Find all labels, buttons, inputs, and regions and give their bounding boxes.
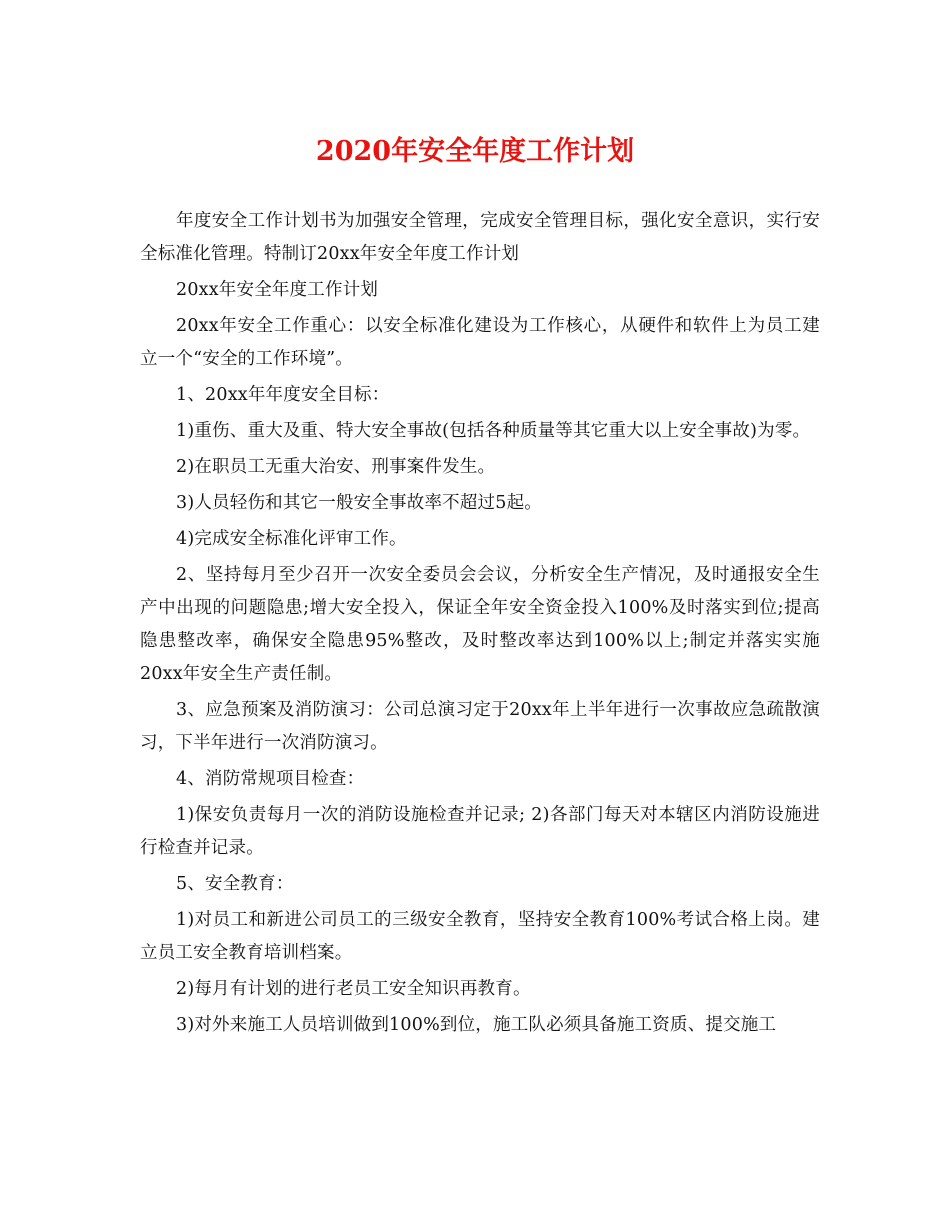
document-title: 2020年安全年度工作计划 <box>315 136 635 167</box>
paragraph: 4、消防常规项目检查： <box>176 769 365 789</box>
paragraph: 年度安全工作计划书为加强安全管理，完成安全管理目标，强化安全意识，实行安全标准化管理。特制订20xx年安全年度工作计划 <box>140 211 820 264</box>
paragraph: 1)对员工和新进公司员工的三级安全教育，坚持安全教育100%考试合格上岗。建立员工安全教育培训档案。 <box>140 910 820 963</box>
paragraph: 3)人员轻伤和其它一般安全事故率不超过5起。 <box>176 493 542 513</box>
paragraph: 2)在职员工无重大治安、刑事案件发生。 <box>176 457 496 477</box>
paragraph: 20xx年安全年度工作计划 <box>176 280 379 300</box>
paragraph: 1)重伤、重大及重、特大安全事故(包括各种质量等其它重大以上安全事故)为零。 <box>176 421 811 441</box>
paragraph: 3)对外来施工人员培训做到100%到位，施工队必须具备施工资质、提交施工 <box>176 1015 777 1035</box>
paragraph: 3、应急预案及消防演习：公司总演习定于20xx年上半年进行一次事故应急疏散演习，下半年进行一次消防演习。 <box>140 700 820 753</box>
paragraph: 1)保安负责每月一次的消防设施检查并记录; 2)各部门每天对本辖区内消防设施进行检查并记录。 <box>140 805 820 858</box>
document-body <box>140 205 820 1045</box>
paragraph: 5、安全教育： <box>176 874 294 894</box>
paragraph: 20xx年安全工作重心：以安全标准化建设为工作核心，从硬件和软件上为员工建立一个“安全的工作环境”。 <box>140 316 820 369</box>
paragraph: 1、20xx年年度安全目标： <box>176 385 390 405</box>
paragraph: 4)完成安全标准化评审工作。 <box>176 529 407 549</box>
paragraph: 2)每月有计划的进行老员工安全知识再教育。 <box>176 979 531 999</box>
paragraph: 2、坚持每月至少召开一次安全委员会会议，分析安全生产情况，及时通报安全生产中出现的问题隐患;增大安全投入，保证全年安全资金投入100%及时落实到位;提高隐患整改率，确保安全隐患95%整改，及时整改率达到100%以上;制定并落实实施20xx年安全生产责任制。 <box>140 565 820 684</box>
